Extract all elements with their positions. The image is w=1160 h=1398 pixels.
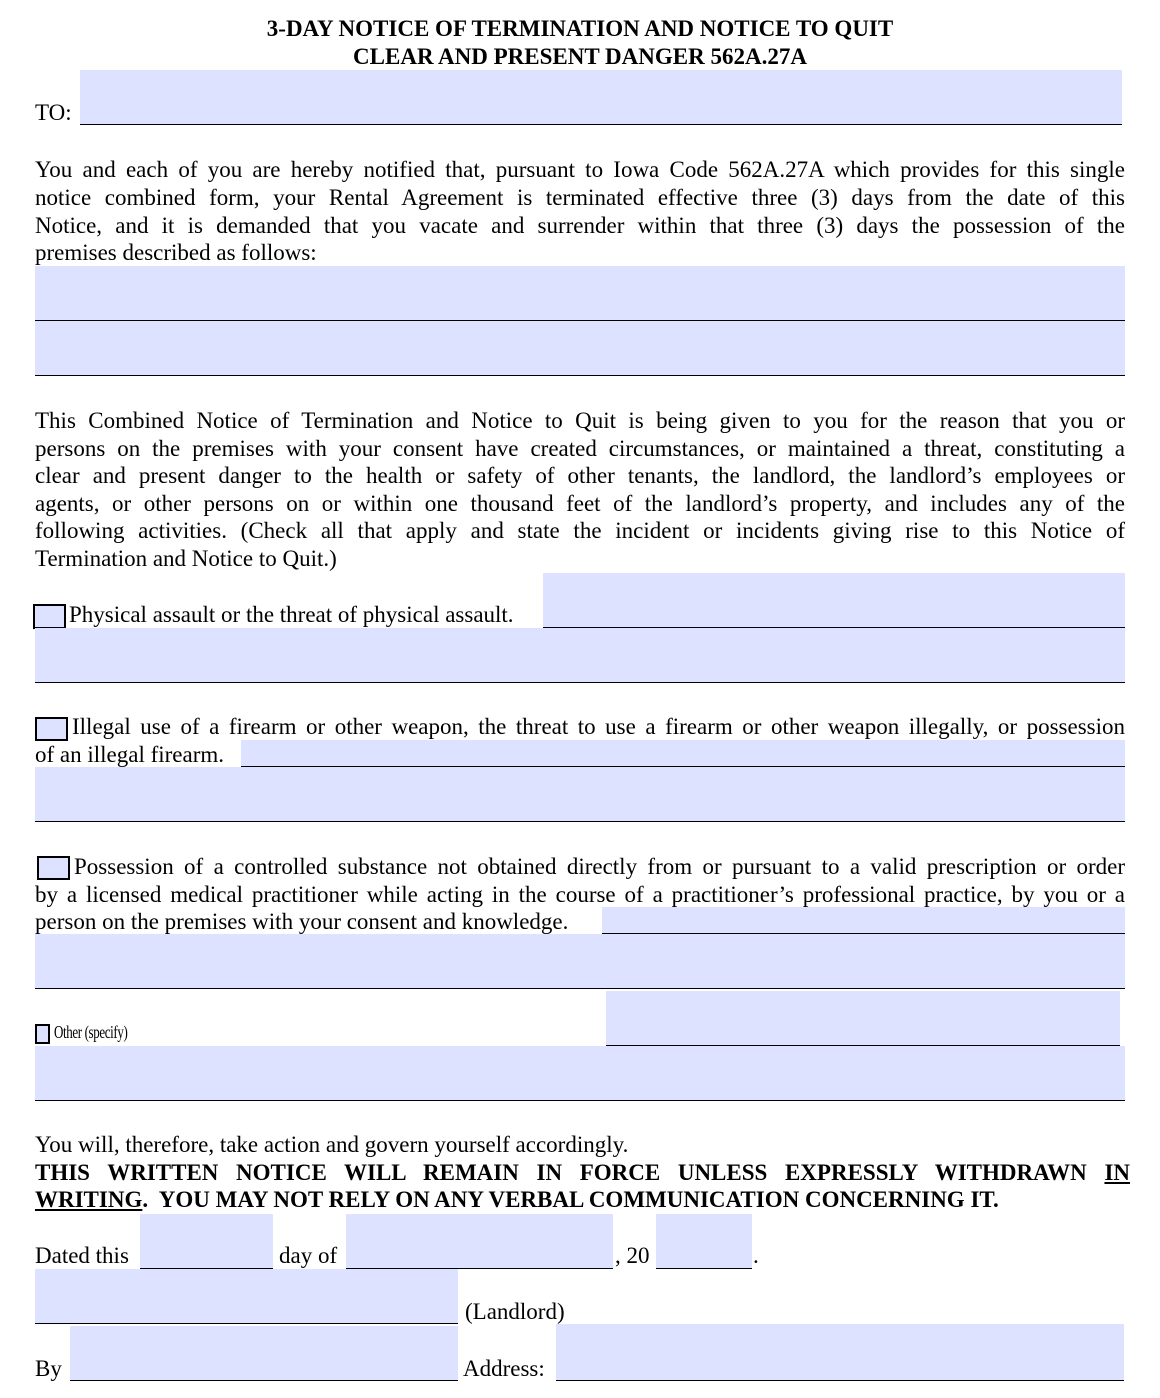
address-field[interactable] [556,1324,1124,1381]
dated-this-label: Dated this [35,1243,129,1268]
firearm-label-line-1: Illegal use of a firearm or other weapon, the threat to use a firearm or other weapon illegally, or possession [72,714,1125,739]
date-period: . [753,1243,759,1268]
closing-line: You will, therefore, take action and govern yourself accordingly. [35,1132,629,1157]
substance-label-line-2: by a licensed medical practitioner while acting in the course of a practitioner’s professional practice, by you or a [35,882,1125,907]
to-label: TO: [35,100,72,125]
other-checkbox[interactable] [35,1024,50,1044]
landlord-name-field[interactable] [35,1269,458,1324]
title-line-1: 3-DAY NOTICE OF TERMINATION AND NOTICE TO QUIT [266,16,894,41]
to-field[interactable] [80,70,1122,125]
para2-line-6: Termination and Notice to Quit.) [35,546,337,571]
premises-field-2[interactable] [35,321,1125,376]
day-of-label: day of [279,1243,338,1268]
assault-detail-field-1[interactable] [543,573,1125,628]
firearm-detail-field-2[interactable] [35,767,1125,822]
para1-line-2: notice combined form, your Rental Agreement is terminated effective three (3) days from the date of this [35,185,1125,210]
substance-checkbox[interactable] [37,856,70,880]
premises-field-1[interactable] [35,266,1125,321]
firearm-label-line-2: of an illegal firearm. [35,742,225,767]
substance-label-line-3: person on the premises with your consent and knowledge. [35,909,569,934]
warning-line-2 [35,1186,999,1214]
date-month-field[interactable] [346,1214,613,1269]
assault-checkbox[interactable] [33,604,66,629]
para2-line-1: This Combined Notice of Termination and Notice to Quit is being given to you for the reason that you or [35,408,1125,433]
other-label: Other (specify) [54,1022,128,1042]
date-day-field[interactable] [140,1214,273,1269]
substance-detail-field-2[interactable] [35,934,1125,989]
assault-detail-field-2[interactable] [35,628,1125,683]
para1-line-3: Notice, and it is demanded that you vacate and surrender within that three (3) days the possession of the [35,213,1125,238]
other-detail-field-1[interactable] [606,991,1120,1046]
substance-label-line-1: Possession of a controlled substance not obtained directly from or pursuant to a valid prescription or order [74,854,1125,879]
para1-line-4: premises described as follows: [35,240,317,265]
warning-line-1 [35,1159,1130,1187]
year-prefix-label: , 20 [615,1243,650,1268]
firearm-detail-field-1[interactable] [241,740,1125,767]
by-label: By [35,1356,62,1381]
para2-line-5: following activities. (Check all that apply and state the incident or incidents giving rise to this Notice of [35,518,1125,543]
substance-detail-field-1[interactable] [602,907,1125,934]
landlord-label: (Landlord) [465,1299,565,1324]
assault-label: Physical assault or the threat of physical assault. [69,602,514,627]
warning-line-2-text: . YOU MAY NOT RELY ON ANY VERBAL COMMUNICATION CONCERNING IT. [142,1187,999,1212]
para2-line-2: persons on the premises with your consent have created circumstances, or maintained a threat, constituting a [35,436,1125,461]
date-year-field[interactable] [656,1214,752,1269]
para2-line-4: agents, or other persons on or within one thousand feet of the landlord’s property, and includes any of the [35,491,1125,516]
address-label: Address: [463,1356,545,1381]
title-line-2: CLEAR AND PRESENT DANGER 562A.27A [353,44,807,69]
warning-line-1-text: THIS WRITTEN NOTICE WILL REMAIN IN FORCE UNLESS EXPRESSLY WITHDRAWN [35,1160,1105,1185]
para2-line-3: clear and present danger to the health or safety of other tenants, the landlord, the landlord’s employees or [35,463,1125,488]
firearm-checkbox[interactable] [35,717,68,741]
warning-in-underlined: IN [1104,1160,1130,1185]
para1-line-1: You and each of you are hereby notified that, pursuant to Iowa Code 562A.27A which provides for this single [35,157,1125,182]
warning-writing-underlined: WRITING [35,1187,143,1212]
by-signature-field[interactable] [70,1326,458,1381]
other-detail-field-2[interactable] [35,1046,1125,1101]
